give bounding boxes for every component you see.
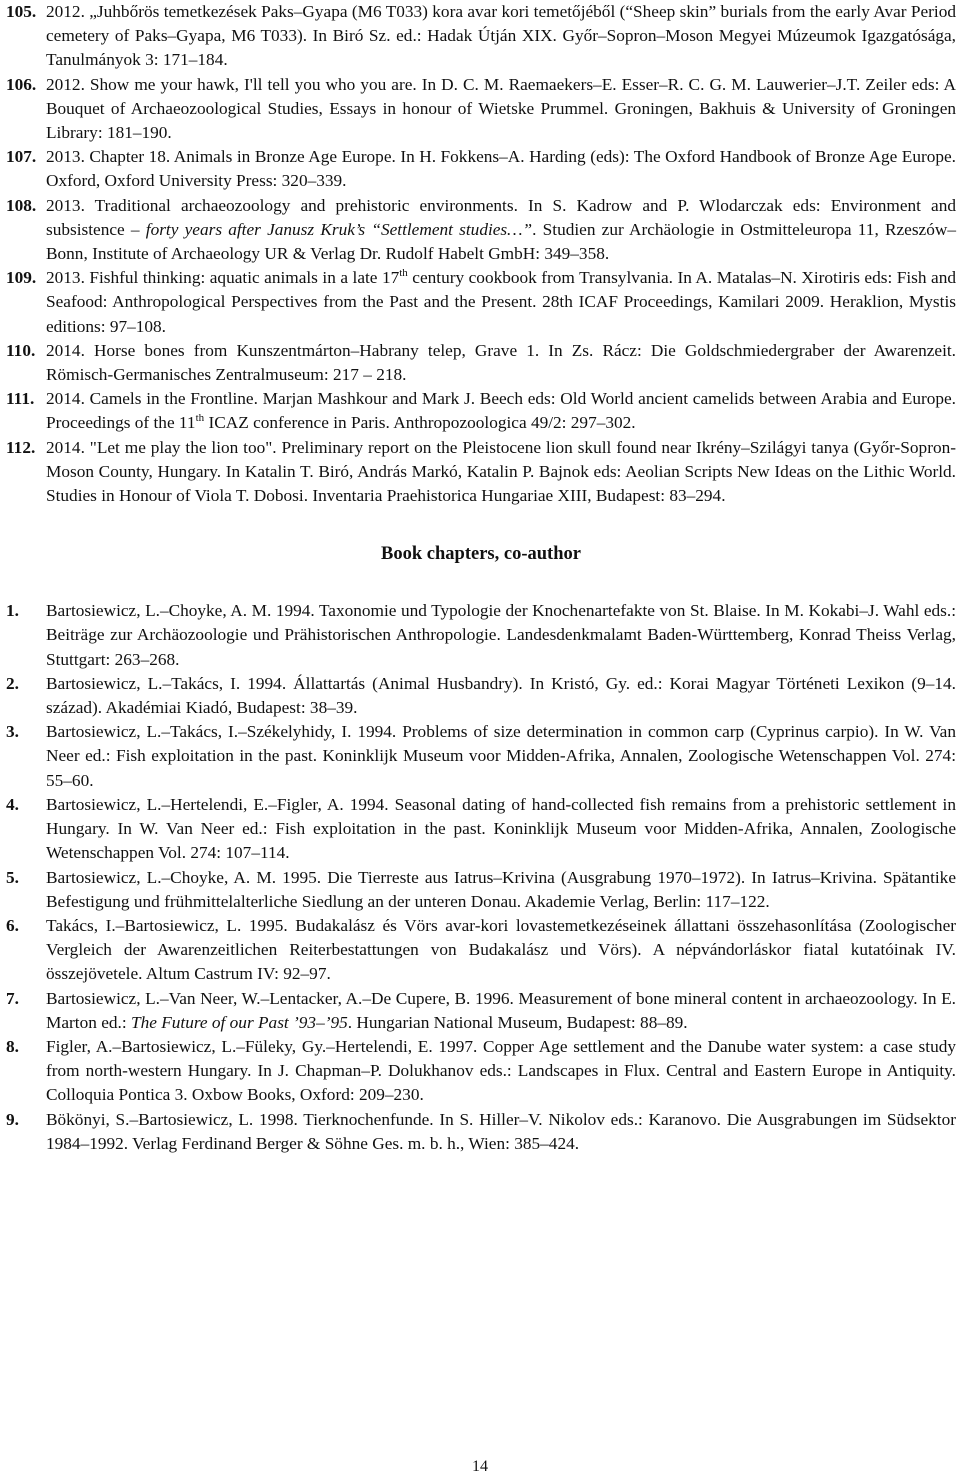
coauthor-reference-5 (6, 866, 956, 914)
reference-text-start: Bartosiewicz, L.–Van Neer, W.–Lentacker, A.–De Cupere, B. 1996. Measurement of bone mineral content in archaeozoology. In E. Marton ed.: (46, 988, 956, 1032)
reference-number: 5. (6, 867, 19, 887)
reference-106 (6, 73, 956, 146)
reference-number: 106. (6, 74, 37, 94)
reference-number: 108. (6, 195, 37, 215)
reference-text-start: 2013. Traditional archaeozoology and prehistoric environments. In S. Kadrow and P. Wlodarczak eds: Environment and subsistence – (46, 195, 956, 239)
reference-108 (6, 194, 956, 267)
reference-111 (6, 387, 956, 435)
reference-text-start: 2014. Camels in the Frontline. Marjan Mashkour and Mark J. Beech eds: Old World ancient camelids between Arabia and Europe. Proceedings of the 11 (46, 389, 956, 433)
reference-text: Takács, I.–Bartosiewicz, L. 1995. Budakalász és Vörs avar-kori lovastemetkezéseinek állattani összehasonlítása (Zoologischer Vergleich der Awarenzeitlichen Reiterbestattungen von Budakalász und Vörs). A népvándorláskor fiatal kutatóinak IV. összejövetele. Altum Castrum IV: 92–97. (46, 915, 956, 984)
reference-text (46, 194, 956, 267)
reference-text: Figler, A.–Bartosiewicz, L.–Füleky, Gy.–Hertelendi, E. 1997. Copper Age settlement and the Danube water system: a case study from north-western Hungary. In J. Chapman–P. Dolukhanov eds.: Landscapes in Flux. Central and Eastern Europe in Antiquity. Colloquia Pontica 3. Oxbow Books, Oxford: 209–230. (46, 1036, 956, 1105)
reference-text-end: century cookbook from Transylvania. In A. Matalas–N. Xirotiris eds: Fish and Seafood: Anthropological Perspectives from the Past and the Present. 28th ICAF Proceedings, Kamilari 2009. Heraklion, Mystis editions: 97–108. (46, 268, 956, 336)
reference-text-end: . Hungarian National Museum, Budapest: 88–89. (347, 1012, 688, 1032)
superscript: th (195, 412, 205, 425)
section-heading: Book chapters, co-author (381, 544, 581, 565)
reference-number: 6. (6, 915, 19, 935)
superscript: th (399, 267, 408, 280)
reference-109 (6, 266, 956, 339)
coauthor-reference-3 (6, 720, 956, 793)
reference-text: Bartosiewicz, L.–Takács, I. 1994. Állattartás (Animal Husbandry). In Kristó, Gy. ed.: Korai Magyar Történeti Lexikon (9–14. század). Akadémiai Kiadó, Budapest: 38–39. (46, 673, 956, 718)
reference-107 (6, 145, 956, 193)
reference-112 (6, 436, 956, 509)
reference-105 (6, 0, 956, 73)
reference-number: 109. (6, 268, 37, 288)
reference-text-end: . Studien zur Archäologie in Ostmitteleuropa 11, Rzeszów–Bonn, Institute of Archaeology UR & Verlag Dr. Rudolf Habelt GmbH: 349–358. (46, 219, 956, 264)
reference-text (46, 266, 956, 339)
coauthor-reference-7 (6, 987, 956, 1035)
reference-number: 2. (6, 673, 19, 693)
coauthor-reference-9 (6, 1108, 956, 1156)
reference-text: 2014. "Let me play the lion too". Preliminary report on the Pleistocene lion skull found near Ikrény–Szilágyi tanya (Győr-Sopron-Moson County, Hungary. In Katalin T. Biró, András Markó, Katalin P. Bajnok eds: Aeolian Scripts New Ideas on the Lithic World. Studies in Honour of Viola T. Dobosi. Inventaria Praehistorica Hungariae XIII, Budapest: 83–294. (46, 437, 956, 506)
reference-text: Bökönyi, S.–Bartosiewicz, L. 1998. Tierknochenfunde. In S. Hiller–V. Nikolov eds.: Karanovo. Die Ausgrabungen im Südsektor 1984–1992. Verlag Ferdinand Berger & Söhne Ges. m. b. h., Wien: 385–424. (46, 1109, 956, 1153)
coauthor-reference-8 (6, 1035, 956, 1108)
reference-text (46, 387, 956, 435)
reference-number: 112. (6, 437, 36, 457)
reference-text: Bartosiewicz, L.–Choyke, A. M. 1994. Taxonomie und Typologie der Knochenartefakte von St. Blaise. In M. Kokabi–J. Wahl eds.: Beiträge zur Archäozoologie und Prähistorischen Anthropologie. Landesdenkmalamt Baden-Württemberg, Konrad Theiss Verlag, Stuttgart: 263–268. (46, 601, 956, 669)
reference-number: 4. (6, 794, 19, 814)
reference-number: 111. (6, 389, 35, 409)
reference-text: 2012. Show me your hawk, I'll tell you who you are. In D. C. M. Raemaekers–E. Esser–R. C. G. M. Lauwerier–J.T. Zeiler eds: A Bouquet of Archaeozoological Studies, Essays in honour of Wietske Prummel. Groningen, Bakhuis & University of Groningen Library: 181–190. (46, 74, 956, 143)
reference-text: 2013. Chapter 18. Animals in Bronze Age Europe. In H. Fokkens–A. Harding (eds): The Oxford Handbook of Bronze Age Europe. Oxford, Oxford University Press: 320–339. (46, 147, 956, 191)
page-number: 14 (472, 1458, 488, 1475)
reference-number: 3. (6, 722, 19, 742)
reference-number: 8. (6, 1036, 19, 1056)
reference-italic-title: The Future of our Past ’93–’95 (130, 1012, 348, 1032)
reference-text: 2014. Horse bones from Kunszentmárton–Habrany telep, Grave 1. In Zs. Rácz: Die Goldschmiedergraber der Awarenzeit. Römisch-Germanisches Zentralmuseum: 217 – 218. (46, 340, 956, 385)
reference-text-start: 2013. Fishful thinking: aquatic animals in a late 17 (46, 268, 400, 288)
reference-text: Bartosiewicz, L.–Takács, I.–Székelyhidy, I. 1994. Problems of size determination in common carp (Cyprinus carpio). In W. Van Neer ed.: Fish exploitation in the past. Koninklijk Museum voor Midden-Afrika, Annalen, Zoologische Wetenschappen Vol. 274: 55–60. (46, 722, 956, 790)
reference-number: 110. (6, 340, 36, 360)
reference-number: 105. (6, 2, 37, 21)
reference-text: 2012. „Juhbőrös temetkezések Paks–Gyapa (M6 T033) kora avar kori temetőjéből (“Sheep skin” burials from the early Avar Period cemetery of Paks–Gyapa, M6 T033). In Biró Sz. ed.: Hadak Útján XIX. Győr–Sopron–Moson Megyei Múzeumok Igazgatósága, Tanulmányok 3: 171–184. (46, 2, 956, 70)
coauthor-reference-4 (6, 793, 956, 866)
reference-text-end: ICAZ conference in Paris. Anthropozoologica 49/2: 297–302. (204, 413, 636, 433)
coauthor-reference-6 (6, 914, 956, 987)
reference-number: 107. (6, 147, 37, 167)
reference-number: 7. (6, 988, 19, 1008)
reference-110 (6, 339, 956, 387)
reference-text (46, 987, 956, 1035)
reference-italic-title: forty years after Janusz Kruk’s “Settlement studies…” (145, 219, 533, 239)
coauthor-reference-1 (6, 599, 956, 672)
reference-text: Bartosiewicz, L.–Choyke, A. M. 1995. Die Tierreste aus Iatrus–Krivina (Ausgrabung 1970–1972). In Iatrus–Krivina. Spätantike Befestigung und frühmittelalterliche Siedlung an der unteren Donau. Akademie Verlag, Berlin: 117–122. (46, 867, 956, 911)
coauthor-reference-2 (6, 672, 956, 720)
document-page (6, 0, 956, 1156)
reference-number: 9. (6, 1109, 19, 1129)
reference-text: Bartosiewicz, L.–Hertelendi, E.–Figler, A. 1994. Seasonal dating of hand-collected fish remains from a prehistoric settlement in Hungary. In W. Van Neer ed.: Fish exploitation in the past. Koninklijk Museum voor Midden-Afrika, Annalen, Zoologische Wetenschappen Vol. 274: 107–114. (46, 794, 956, 863)
reference-number: 1. (6, 601, 19, 621)
